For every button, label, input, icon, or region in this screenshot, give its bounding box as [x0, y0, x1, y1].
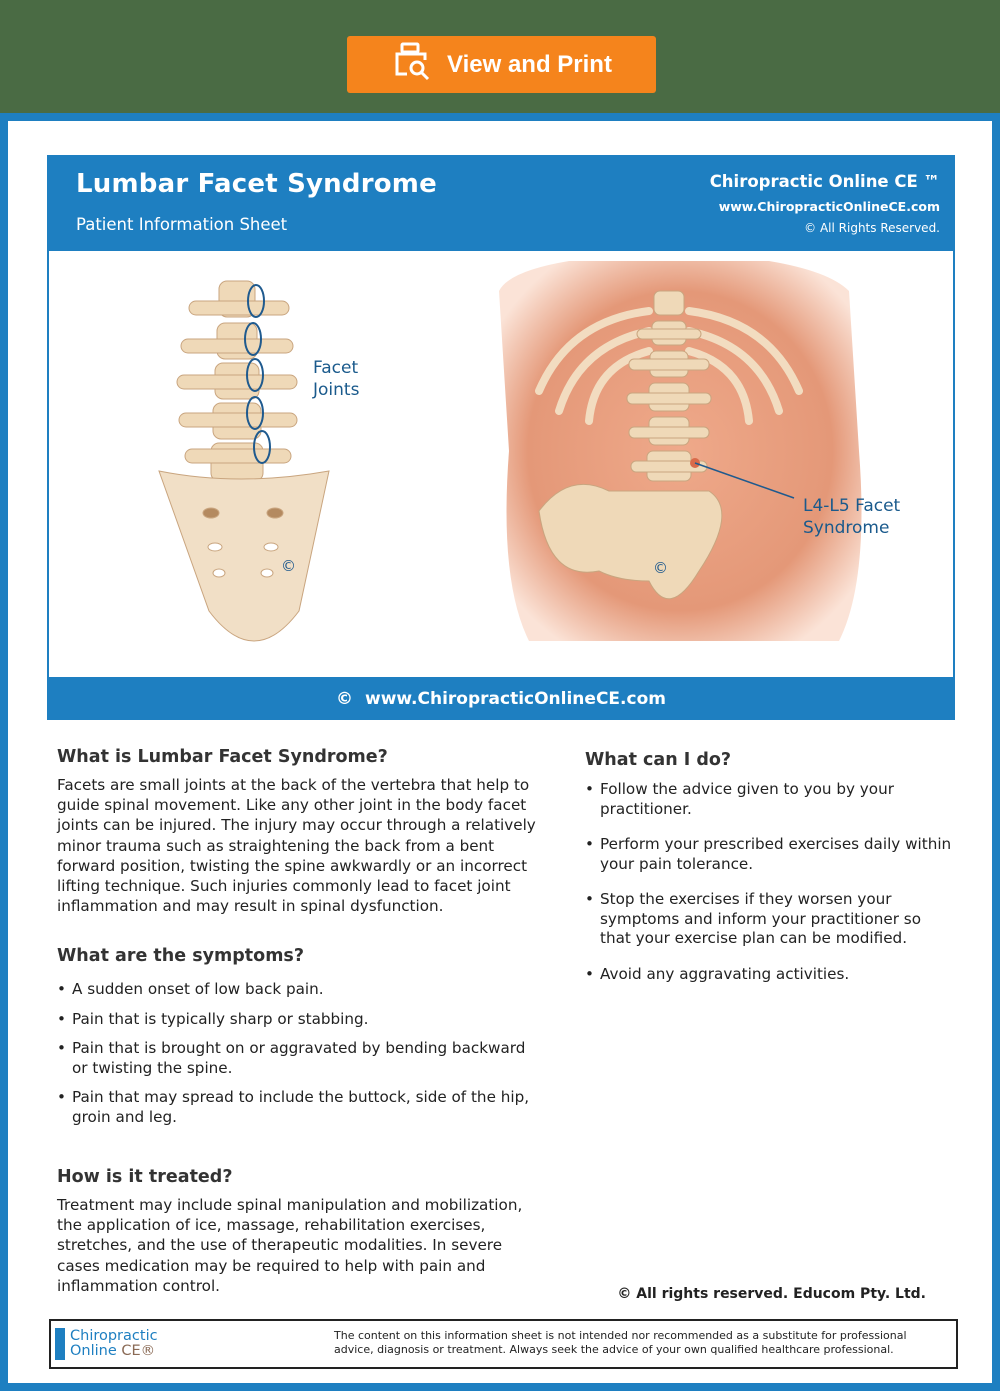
section-heading: How is it treated?: [57, 1167, 233, 1187]
list-item: • A sudden onset of low back pain.: [57, 980, 537, 1000]
brand-url: www.ChiropracticOnlineCE.com: [718, 199, 940, 214]
section-heading: What is Lumbar Facet Syndrome?: [57, 747, 388, 767]
section-body: Treatment may include spinal manipulation and mobilization, the application of ice, massage, rehabilitation exercises, stretches, and the use of therapeutic modalities. In severe cases medication may be required to help with pain and inflammation control.: [57, 1196, 523, 1295]
section-treatment: [57, 1167, 547, 1296]
copyright-mark-right: ©: [653, 559, 668, 577]
copyright-icon: ©: [336, 688, 354, 709]
info-sheet: [8, 121, 992, 1383]
facet-joints-label: Facet Joints: [313, 358, 360, 400]
spine-illustration: [49, 251, 953, 677]
copyright-mark-left: ©: [281, 557, 296, 575]
section-body: Facets are small joints at the back of the vertebra that help to guide spinal movement. Like any other joint in the body facet joints can be injured. The injury may occur through a relatively minor trauma such as straightening the back from a bent forward position, twisting the spine awkwardly or an incorrect lifting technique. Such injuries commonly lead to facet joint inflammation and may result in spinal dysfunction.: [57, 776, 536, 916]
figure-footer: [47, 677, 955, 720]
list-item: • Avoid any aggravating activities.: [585, 965, 955, 985]
list-item: • Follow the advice given to you by your practitioner.: [585, 780, 955, 819]
section-symptoms: [57, 946, 537, 1127]
section-heading: What are the symptoms?: [57, 946, 304, 966]
rights-line: © All rights reserved. Educom Pty. Ltd.: [617, 1286, 926, 1302]
sheet-frame: [0, 113, 1000, 1391]
chiropractic-online-logo: Chiropractic Online CE®: [55, 1328, 158, 1360]
list-item: • Pain that is typically sharp or stabbing.: [57, 1010, 537, 1030]
list-item: • Stop the exercises if they worsen your symptoms and inform your practitioner so that your exercise plan can be modified.: [585, 890, 955, 949]
figure-footer-url: www.ChiropracticOnlineCE.com: [365, 688, 666, 709]
brand-name: Chiropractic Online CE ™: [709, 172, 940, 191]
list-item: • Perform your prescribed exercises daily within your pain tolerance.: [585, 835, 955, 874]
view-and-print-button[interactable]: [347, 36, 656, 93]
list-item: • Pain that is brought on or aggravated by bending backward or twisting the spine.: [57, 1039, 537, 1078]
disclaimer-text: The content on this information sheet is not intended nor recommended as a substitute for professional advice, diagnosis or treatment. Always seek the advice of your own qualified healthcare professional.: [334, 1329, 907, 1356]
view-and-print-label: View and Print: [447, 50, 612, 78]
section-what-is: [57, 747, 557, 916]
page-title: Lumbar Facet Syndrome: [76, 169, 437, 199]
print-preview-icon: [391, 40, 433, 89]
spine-logo-icon: [55, 1328, 65, 1360]
sheet-header: [47, 155, 955, 251]
top-bar: [0, 0, 1000, 113]
section-what-can-i-do: [585, 750, 955, 984]
torso-back-view: [499, 261, 862, 641]
rights-reserved: © All Rights Reserved.: [804, 221, 940, 235]
list-item: • Pain that may spread to include the buttock, side of the hip, groin and leg.: [57, 1088, 537, 1127]
anatomy-illustration: [47, 251, 955, 677]
lumbar-spine-posterior: [159, 281, 329, 641]
section-heading: What can I do?: [585, 750, 732, 770]
disclaimer-box: [49, 1319, 958, 1369]
page-subtitle: Patient Information Sheet: [76, 215, 288, 234]
l4-l5-label: L4-L5 Facet Syndrome: [803, 496, 901, 538]
